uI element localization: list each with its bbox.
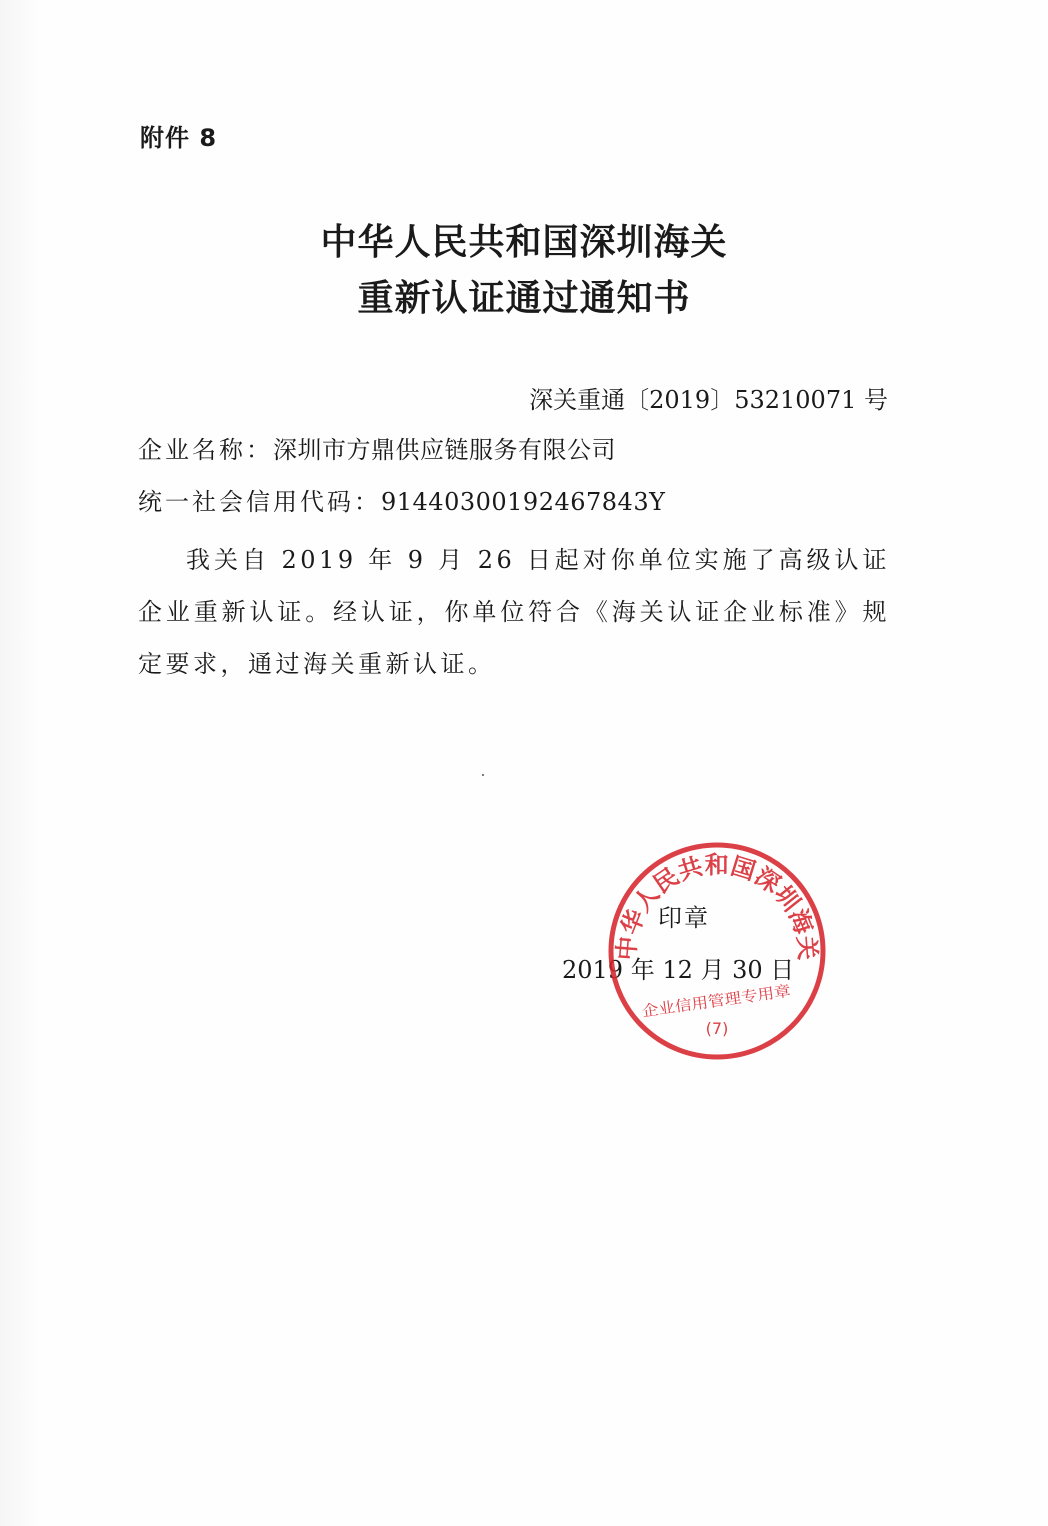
document-number: 深关重通〔2019〕53210071 号 xyxy=(529,386,888,414)
body-paragraph: 我关自 2019 年 9 月 26 日起对你单位实施了高级认证企业重新认证。经认证，你单位符合《海关认证企业标准》规定要求，通过海关重新认证。 xyxy=(138,546,890,678)
credit-code-field xyxy=(138,482,665,517)
company-name-field xyxy=(138,430,616,465)
seal-arc-text: 中华人民共和国深圳海关 xyxy=(611,849,823,962)
scan-speck xyxy=(482,774,484,776)
company-name-value: 深圳市方鼎供应链服务有限公司 xyxy=(273,436,616,464)
attachment-label: 附件 8 xyxy=(140,124,218,152)
credit-code-label: 统一社会信用代码： xyxy=(138,488,381,516)
company-name-label: 企业名称： xyxy=(138,436,273,464)
credit-code-value: 91440300192467843Y xyxy=(381,488,666,516)
seal-label: 印章 xyxy=(658,904,710,932)
official-seal-stamp xyxy=(604,838,830,1064)
document-title-line-1: 中华人民共和国深圳海关 xyxy=(320,221,728,263)
seal-number: (7) xyxy=(705,1019,729,1038)
document-title-line-2: 重新认证通过通知书 xyxy=(357,277,691,319)
issue-date: 2019 年 12 月 30 日 xyxy=(562,956,795,984)
seal-inner-text: 企业信用管理专用章 xyxy=(640,983,777,1021)
